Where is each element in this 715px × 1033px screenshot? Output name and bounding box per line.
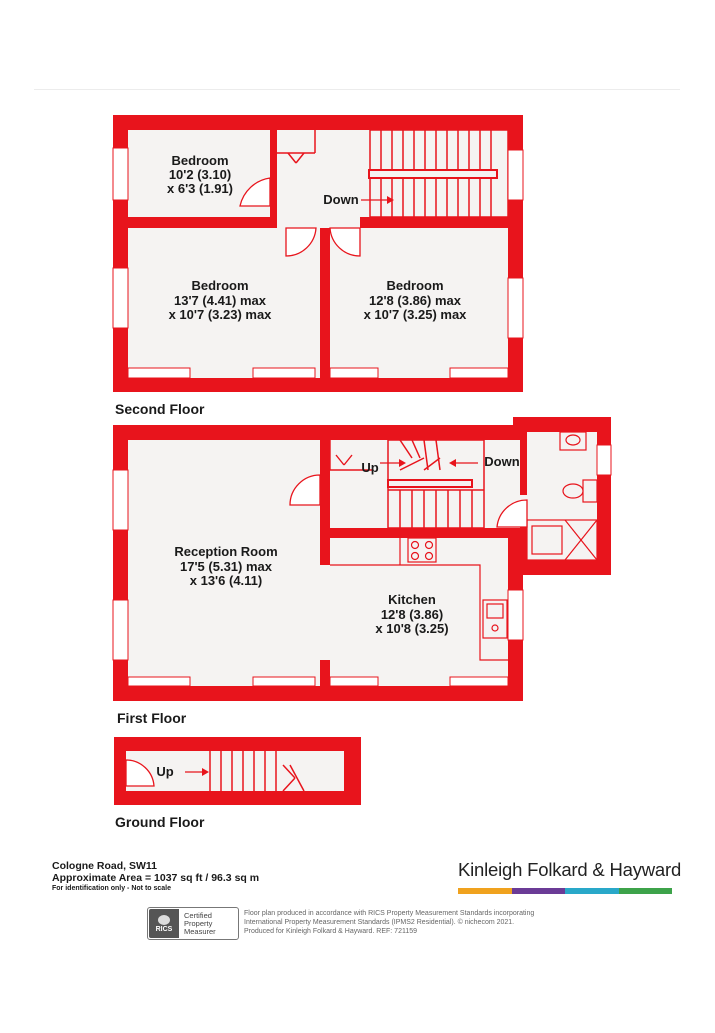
- kitchen-name: Kitchen: [388, 592, 436, 607]
- bedroom-right-name: Bedroom: [386, 278, 444, 293]
- disclaimer-line1: Floor plan produced in accordance with RICS Property Measurement Standards incorporating: [244, 910, 535, 917]
- second-floor-stairs-label: Down: [323, 192, 359, 207]
- kitchen-dim2: x 10'8 (3.25): [375, 621, 449, 636]
- landing-connector-floor: [277, 217, 360, 228]
- bedroom-left-dim2: x 10'7 (3.23) max: [168, 307, 272, 322]
- first-floor-down-label: Down: [484, 454, 520, 469]
- property-note: For identification only - Not to scale: [52, 885, 172, 892]
- reception-dim2: x 13'6 (4.11): [189, 573, 263, 588]
- bedroom-small-dim1: 10'2 (3.10): [168, 167, 232, 182]
- first-floor-up-label: Up: [361, 460, 379, 475]
- ground-floor-plan: [114, 737, 361, 805]
- second-floor-label: Second Floor: [115, 401, 205, 417]
- rics-badge: [147, 907, 239, 940]
- bedroom-small-name: Bedroom: [171, 153, 229, 168]
- hob-icon: [408, 538, 436, 562]
- brand-bar-green: [619, 888, 673, 894]
- toilet-icon: [583, 480, 597, 502]
- brand-color-bar: [458, 888, 672, 894]
- disclaimer-line2: International Property Measurement Standards (IPMS2 Residential). © nichecom 2021.: [244, 919, 515, 926]
- rics-line1: Certified: [184, 910, 212, 920]
- bedroom-left-name: Bedroom: [191, 278, 249, 293]
- ground-floor-label: Ground Floor: [115, 814, 205, 830]
- kitchen-dim1: 12'8 (3.86): [380, 607, 444, 622]
- rics-logo-text: RICS: [155, 925, 173, 933]
- brand-bar-orange: [458, 888, 512, 894]
- bedroom-left-dim1: 13'7 (4.41) max: [174, 293, 266, 308]
- first-floor-label: First Floor: [117, 710, 187, 726]
- bedroom-right-dim1: 12'8 (3.86) max: [369, 293, 461, 308]
- second-floor-stairs: [361, 130, 508, 217]
- second-floor-plan: [113, 115, 523, 392]
- reception-name: Reception Room: [174, 544, 278, 559]
- rics-line3: Measurer: [184, 926, 216, 936]
- first-floor-plan: [113, 417, 611, 701]
- reception-dim1: 17'5 (5.31) max: [180, 559, 272, 574]
- disclaimer-line3: Produced for Kinleigh Folkard & Hayward. REF: 721159: [244, 928, 418, 935]
- reception-kitchen-opening: [320, 565, 330, 660]
- sink-icon: [483, 600, 507, 638]
- rics-line2: Property: [184, 918, 213, 928]
- property-area: Approximate Area = 1037 sq ft / 96.3 sq m: [52, 872, 260, 884]
- bedroom-right-dim2: x 10'7 (3.25) max: [363, 307, 467, 322]
- property-address: Cologne Road, SW11: [52, 860, 158, 872]
- rics-logo: [149, 909, 179, 938]
- rics-logo-mark: [158, 915, 170, 925]
- ground-floor-up-label: Up: [156, 764, 174, 779]
- disclaimer: [244, 909, 534, 936]
- rics-certified-text: [184, 912, 216, 936]
- brand-name: Kinleigh Folkard & Hayward: [458, 859, 682, 880]
- brand-bar-purple: [512, 888, 566, 894]
- brand-bar-blue: [565, 888, 619, 894]
- bedroom-small-dim2: x 6'3 (1.91): [167, 181, 233, 196]
